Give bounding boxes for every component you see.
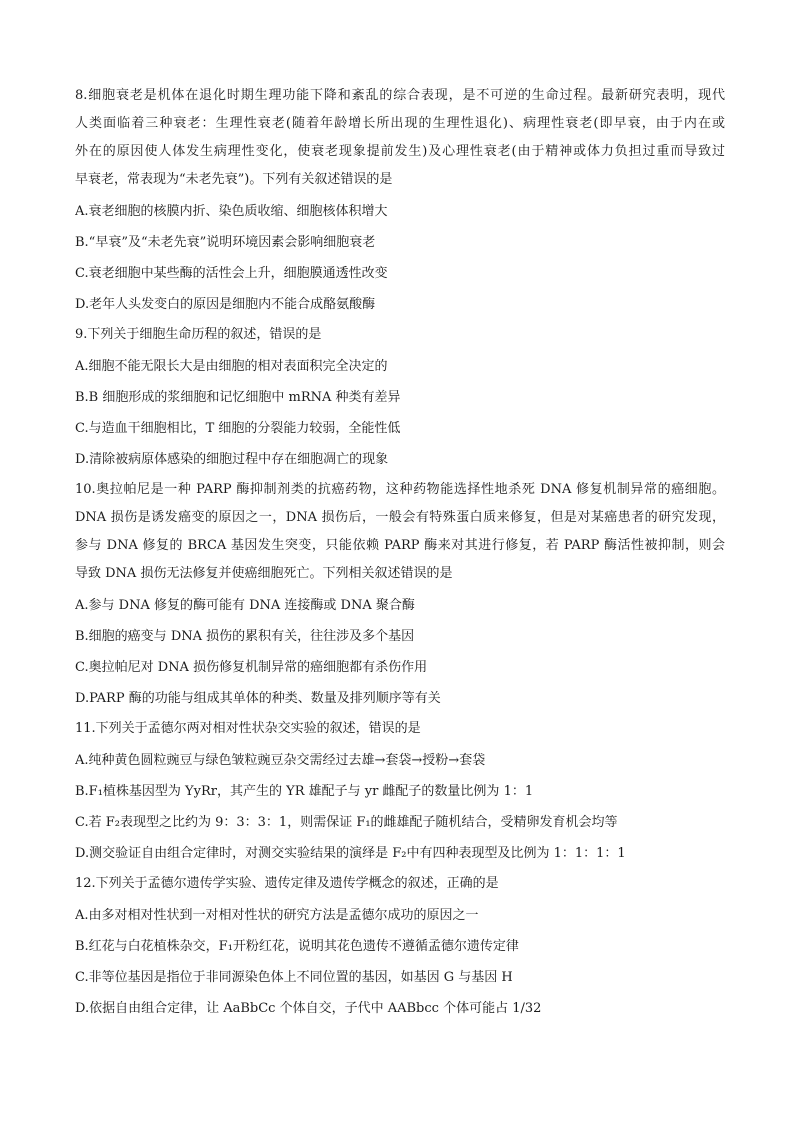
option-d: D.PARP 酶的功能与组成其单体的种类、数量及排列顺序等有关 <box>75 691 441 706</box>
stem-line: 11.下列关于孟德尔两对相对性状杂交实验的叙述，错误的是 <box>75 721 421 736</box>
question-stem <box>75 715 725 743</box>
option-a: A.衰老细胞的核膜内折、染色质收缩、细胞核体积增大 <box>75 204 388 219</box>
question-stem <box>75 82 725 194</box>
option-c: C.与造血干细胞相比，T 细胞的分裂能力较弱，全能性低 <box>75 421 401 436</box>
stem-line: 导致 DNA 损伤无法修复并使癌细胞死亡。下列相关叙述错误的是 <box>75 566 453 581</box>
option-c: C.非等位基因是指位于非同源染色体上不同位置的基因，如基因 G 与基因 H <box>75 970 513 985</box>
option-a: A.纯种黄色圆粒豌豆与绿色皱粒豌豆杂交需经过去雄→套袋→授粉→套袋 <box>75 753 486 768</box>
option-a: A.细胞不能无限长大是由细胞的相对表面积完全决定的 <box>75 359 388 374</box>
stem-line: 人类面临着三种衰老：生理性衰老(随着年龄增长所出现的生理性退化)、病理性衰老(即早衰，由于内在或 <box>75 116 725 131</box>
option-c: C.衰老细胞中某些酶的活性会上升，细胞膜通透性改变 <box>75 266 388 281</box>
option-b: B.B 细胞形成的浆细胞和记忆细胞中 mRNA 种类有差异 <box>75 390 401 405</box>
stem-line: 10.奥拉帕尼是一种 PARP 酶抑制剂类的抗癌药物，这种药物能选择性地杀死 DNA 修复机制异常的癌细胞。 <box>75 482 725 497</box>
option-b: B.F₁植株基因型为 YyRr，其产生的 YR 雄配子与 yr 雌配子的数量比例为 1：1 <box>75 784 534 799</box>
option-c: C.奥拉帕尼对 DNA 损伤修复机制异常的癌细胞都有杀伤作用 <box>75 660 428 675</box>
question-12 <box>75 870 725 1024</box>
option-b: B.细胞的癌变与 DNA 损伤的累积有关，往往涉及多个基因 <box>75 629 415 644</box>
stem-line: 12.下列关于孟德尔遗传学实验、遗传定律及遗传学概念的叙述，正确的是 <box>75 876 499 891</box>
option-c: C.若 F₂表现型之比约为 9：3：3：1，则需保证 F₁的雌雄配子随机结合，受精卵发育机会均等 <box>75 815 618 830</box>
question-stem <box>75 476 725 588</box>
stem-line: DNA 损伤是诱发癌变的原因之一，DNA 损伤后，一般会有特殊蛋白质来修复，但是对某癌患者的研究发现， <box>75 510 725 525</box>
question-stem <box>75 870 725 898</box>
option-d: D.清除被病原体感染的细胞过程中存在细胞凋亡的现象 <box>75 452 389 467</box>
option-a: A.由多对相对性状到一对相对性状的研究方法是孟德尔成功的原因之一 <box>75 908 479 923</box>
stem-line: 8.细胞衰老是机体在退化时期生理功能下降和紊乱的综合表现，是不可逆的生命过程。最新研究表明，现代 <box>75 88 725 103</box>
option-d: D.依据自由组合定律，让 AaBbCc 个体自交，子代中 AABbcc 个体可能占 1/32 <box>75 1001 542 1016</box>
question-stem <box>75 321 725 349</box>
option-b: B.“早衰”及“未老先衰”说明环境因素会影响细胞衰老 <box>75 235 376 250</box>
question-10 <box>75 476 725 714</box>
option-d: D.老年人头发变白的原因是细胞内不能合成酪氨酸酶 <box>75 297 376 312</box>
question-9 <box>75 321 725 475</box>
option-d: D.测交验证自由组合定律时，对测交实验结果的演绎是 F₂中有四种表现型及比例为 1：1：1：1 <box>75 846 626 861</box>
stem-line: 早衰老，常表现为“未老先衰”)。下列有关叙述错误的是 <box>75 172 393 187</box>
stem-line: 外在的原因使人体发生病理性变化，使衰老现象提前发生)及心理性衰老(由于精神或体力负担过重而导致过 <box>75 144 725 159</box>
option-a: A.参与 DNA 修复的酶可能有 DNA 连接酶或 DNA 聚合酶 <box>75 598 415 613</box>
question-11 <box>75 715 725 869</box>
option-b: B.红花与白花植株杂交，F₁开粉红花，说明其花色遗传不遵循孟德尔遗传定律 <box>75 939 519 954</box>
stem-line: 9.下列关于细胞生命历程的叙述，错误的是 <box>75 327 322 342</box>
question-8 <box>75 82 725 320</box>
question-list <box>75 82 725 1024</box>
stem-line: 参与 DNA 修复的 BRCA 基因发生突变，只能依赖 PARP 酶来对其进行修复，若 PARP 酶活性被抑制，则会 <box>75 538 725 553</box>
